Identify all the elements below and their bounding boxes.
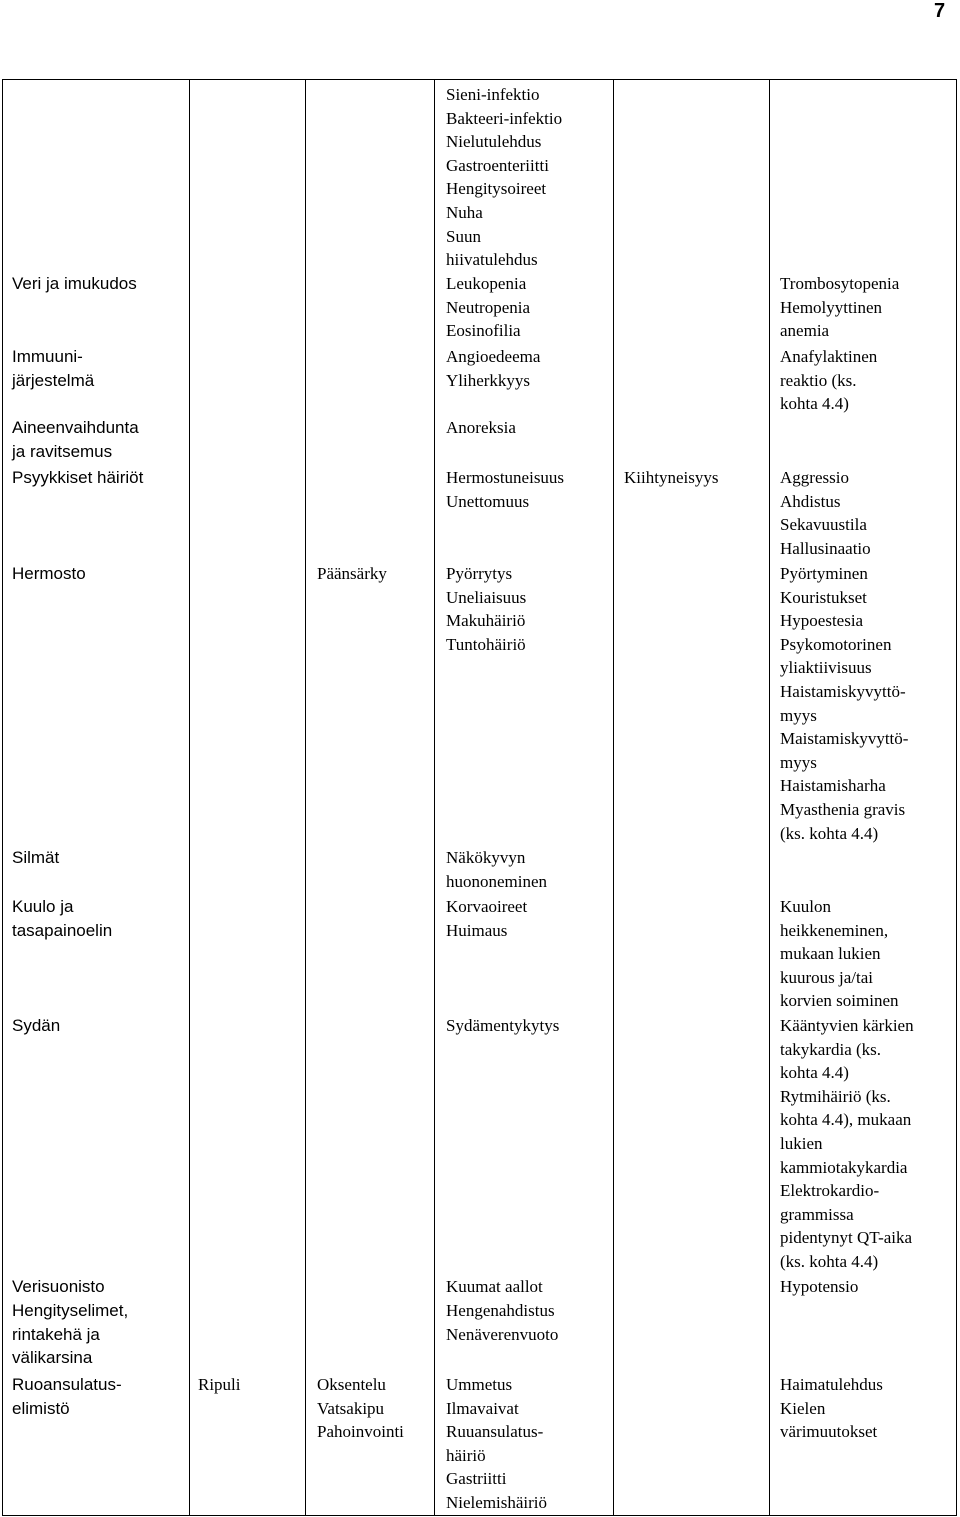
column-divider	[434, 80, 435, 1515]
table-cell-ear-c5: Kuulon heikkeneminen, mukaan lukien kuurous ja/tai korvien soiminen	[780, 897, 899, 1011]
table-cell-heart-c3: Sydämentykytys	[446, 1016, 560, 1035]
category-heart: Sydän	[12, 1016, 61, 1035]
category-gastro: Ruoansulatus- elimistö	[12, 1375, 122, 1418]
table-cell-blood-c3: Leukopenia Neutropenia Eosinofilia	[446, 274, 531, 341]
table-cell-vascular-c5: Hypotensio	[780, 1277, 859, 1296]
category-blood: Veri ja imukudos	[12, 274, 137, 293]
table-cell-gastro-c2: Oksentelu Vatsakipu Pahoinvointi	[317, 1375, 404, 1442]
table-cell-gastro-c5: Haimatulehdus Kielen värimuutokset	[780, 1375, 883, 1442]
category-nervous: Hermosto	[12, 564, 86, 583]
table-cell-nervous-c5: Pyörtyminen Kouristukset Hypoestesia Psykomotorinen yliaktiivisuus Haistamiskyvyttö- myys Maistamiskyvyttö- myys Haistamisharha Myasthenia gravis (ks. kohta 4.4)	[780, 564, 909, 843]
category-immune: Immuuni- järjestelmä	[12, 347, 95, 390]
category-eyes: Silmät	[12, 848, 60, 867]
table-cell-psychiatric-c5: Aggressio Ahdistus Sekavuustila Hallusinaatio	[780, 468, 871, 558]
table-cell-gastro-c1: Ripuli	[198, 1375, 241, 1394]
table-cell-blood-c5: Trombosytopenia Hemolyyttinen anemia	[780, 274, 900, 341]
category-ear: Kuulo ja tasapainoelin	[12, 897, 113, 940]
category-respiratory: Hengityselimet, rintakehä ja välikarsina	[12, 1301, 129, 1368]
table-cell-vascular-c3: Kuumat aallot	[446, 1277, 543, 1296]
table-cell-immune-c3: Angioedeema Yliherkkyys	[446, 347, 541, 390]
table-cell-nervous-c2: Päänsärky	[317, 564, 387, 583]
table-cell-heart-c5: Kääntyvien kärkien takykardia (ks. kohta 4.4) Rytmihäiriö (ks. kohta 4.4), mukaan lukien kammiotakykardia Elektrokardio- grammissa pidentynyt QT-aika (ks. kohta 4.4)	[780, 1016, 914, 1271]
category-psychiatric: Psyykkiset häiriöt	[12, 468, 144, 487]
table-cell-gastro-c3: Ummetus Ilmavaivat Ruuansulatus- häiriö Gastriitti Nielemishäiriö	[446, 1375, 548, 1512]
table-cell-nervous-c3: Pyörrytys Uneliaisuus Makuhäiriö Tuntohäiriö	[446, 564, 527, 654]
category-metabolism: Aineenvaihdunta ja ravitsemus	[12, 418, 139, 461]
column-divider	[305, 80, 306, 1515]
table-cell-psychiatric-c3: Hermostuneisuus Unettomuus	[446, 468, 565, 511]
table-cell-immune-c5: Anafylaktinen reaktio (ks. kohta 4.4)	[780, 347, 878, 414]
table-cell-psychiatric-c4: Kiihtyneisyys	[624, 468, 719, 487]
page-number: 7	[934, 0, 946, 22]
table-cell-ear-c3: Korvaoireet Huimaus	[446, 897, 528, 940]
table-cell-metabolism-c3: Anoreksia	[446, 418, 516, 437]
table-cell-respiratory-c3: Hengenahdistus Nenäverenvuoto	[446, 1301, 559, 1344]
table-cell-infections-c3: Sieni-infektio Bakteeri-infektio Nielutulehdus Gastroenteriitti Hengitysoireet Nuha Suun hiivatulehdus	[446, 85, 563, 270]
table-cell-eyes-c3: Näkökyvyn huononeminen	[446, 848, 548, 891]
column-divider	[769, 80, 770, 1515]
category-vascular: Verisuonisto	[12, 1277, 105, 1296]
